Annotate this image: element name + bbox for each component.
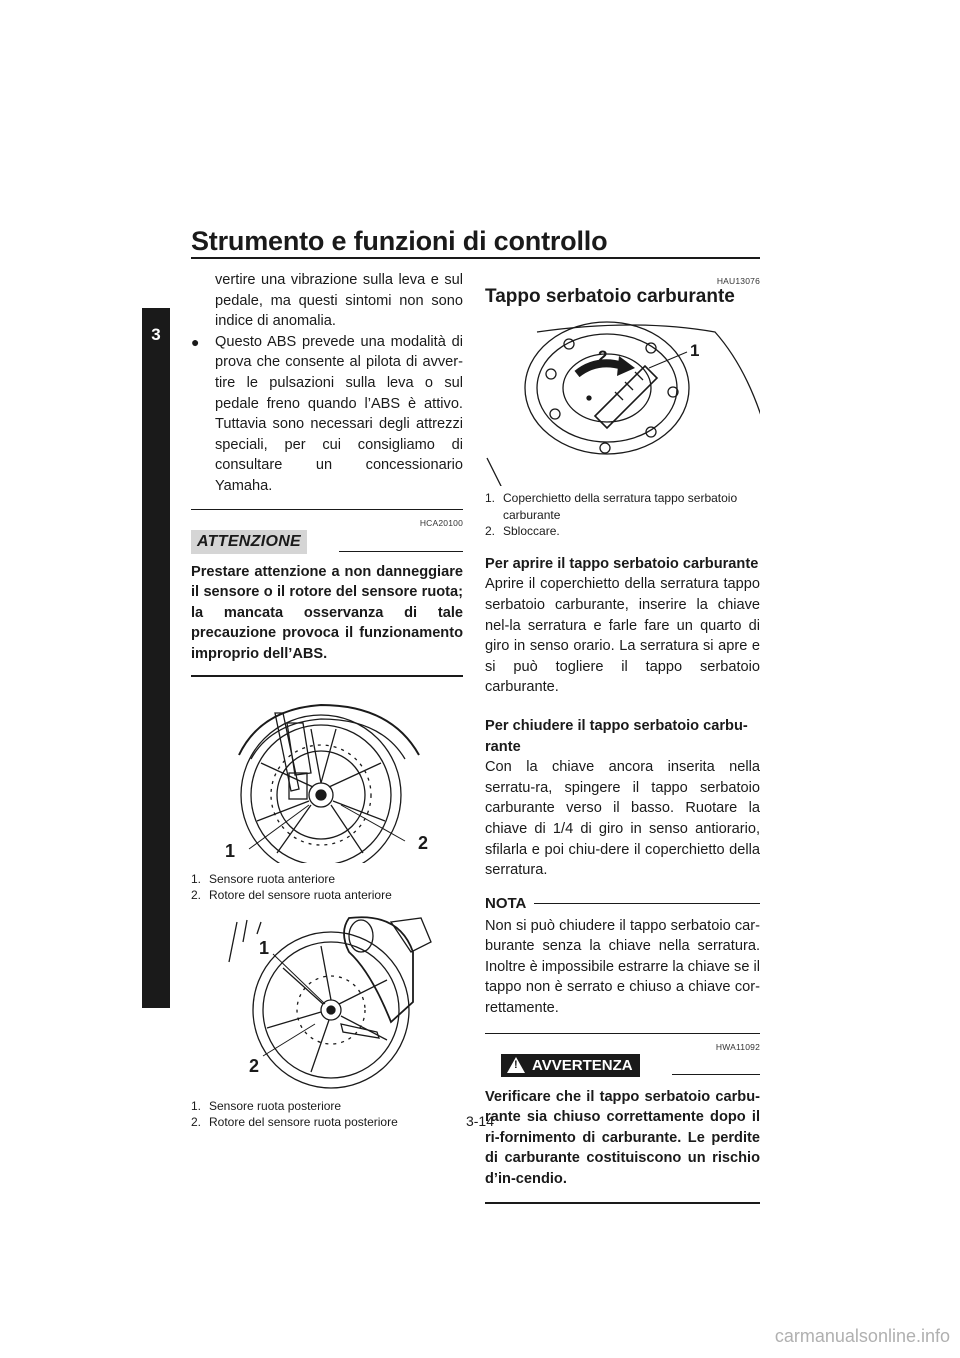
warning-text: Verificare che il tappo serbatoio carbu-rante sia chiuso correttamente dopo il ri-fornimento di carburante. Le perdite di carburante costituiscono un rischio d’in-cendio. <box>485 1088 760 1188</box>
section-code: HAU13076 <box>716 276 760 286</box>
front-wheel-figure <box>191 693 463 863</box>
callout-2: 2 <box>418 832 429 853</box>
open-text: Aprire il coperchietto della serratura tappo serbatoio carburante, inserire la chiave nel-la serratura e farle fare un quarto di giro in senso orario. La serratura si apre e si può togliere il tappo serbatoio carburante. <box>485 576 760 696</box>
bullet-item <box>191 332 463 497</box>
right-column <box>485 270 760 1204</box>
title-rule <box>191 257 760 259</box>
rear-wheel-figure <box>191 912 463 1092</box>
warning-icon: ! <box>507 1057 525 1073</box>
warning-code: HWA11092 <box>715 1041 760 1052</box>
caption-item: 2. Rotore del sensore ruota posteriore <box>191 1115 398 1130</box>
chapter-number: 3 <box>151 325 161 344</box>
continued-paragraph: vertire una vibrazione sulla leva e sul pedale, ma questi sintomi non sono indice di anomalia. <box>215 272 463 330</box>
caution-label: ATTENZIONE <box>191 530 307 554</box>
caution-text: Prestare attenzione a non danneggiare il sensore o il rotore del sensore ruota; la mancata osservanza di tale precauzione provoca il funzionamento improprio dell’ABS. <box>191 563 463 662</box>
warning-header <box>501 1054 760 1077</box>
callout-2: 2 <box>249 1055 260 1076</box>
section-title: Tappo serbatoio carburante <box>485 286 735 307</box>
nota-label: NOTA <box>485 894 527 912</box>
callout-1: 1 <box>259 937 270 958</box>
callout-1: 1 <box>690 341 700 360</box>
caution-code: HCA20100 <box>419 517 463 528</box>
warning-label: AVVERTENZA <box>532 1056 633 1074</box>
page-title: Strumento e funzioni di controllo <box>191 226 608 256</box>
caption-item: 2. Rotore del sensore ruota anteriore <box>191 888 392 903</box>
figure1-captions <box>191 871 463 904</box>
callout-1: 1 <box>225 840 236 861</box>
page-number: 3-14 <box>465 1113 495 1129</box>
nota-header <box>485 895 760 912</box>
close-text: Con la chiave ancora inserita nella serratu-ra, spingere il tappo serbatoio carburante verso il basso. Ruotare la chiave di 1/4 di giro in senso antiorario, sfilarla e poi chiu-dere il coperchietto della serratura. <box>485 759 760 879</box>
close-heading: Per chiudere il tappo serbatoio carbu-rante <box>485 717 748 755</box>
warning-top-rule <box>485 1033 760 1034</box>
watermark: carmanualsonline.info <box>774 1326 950 1346</box>
caution-header <box>191 530 463 554</box>
caution-top-rule <box>191 509 463 510</box>
fuel-cap-figure <box>485 308 760 486</box>
nota-text: Non si può chiudere il tappo serbatoio car-burante senza la chiave nella serratura. Inoltre è impossibile estrarre la chiave se il tappo non è serrato e chiuso a chiave cor-rettamente. <box>485 917 760 1017</box>
bullet-icon: ● <box>191 333 200 350</box>
caption-item: 1. Sensore ruota posteriore <box>191 1098 342 1113</box>
open-heading: Per aprire il tappo serbatoio carburante <box>485 555 759 572</box>
callout-2: 2 <box>598 347 608 366</box>
figure2-captions <box>191 1098 463 1131</box>
warning-badge <box>501 1054 640 1077</box>
chapter-tab <box>142 308 170 1008</box>
bullet-text: Questo ABS prevede una modalità di prova che consente al pilota di avver-tire le pulsazioni sulla leva o sul pedale freno quando l’ABS è attivo. Tuttavia sono necessari degli attrezzi speciali, per cui consigliamo di consultare un concessionario Yamaha. <box>215 333 463 494</box>
caption-item: 1. Sensore ruota anteriore <box>191 871 336 886</box>
left-column <box>191 270 463 1131</box>
warning-bottom-rule <box>485 1202 760 1204</box>
fuel-cap-captions <box>485 490 760 540</box>
caption-item: 2. Sbloccare. <box>485 524 560 539</box>
caption-item: 1. Coperchietto della serratura tappo serbatoio carburante <box>485 491 738 522</box>
